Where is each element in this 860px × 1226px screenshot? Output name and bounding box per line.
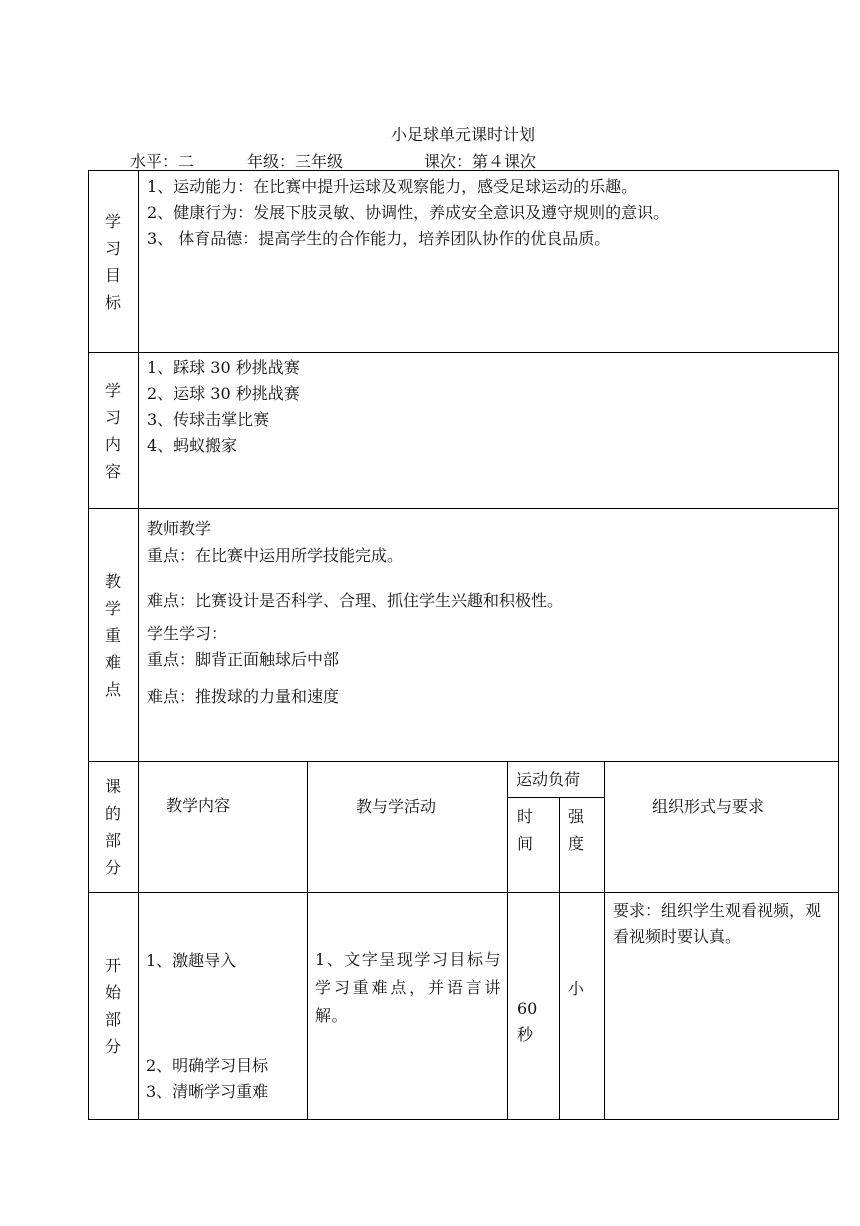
load-header: 运动负荷 (516, 770, 581, 789)
time-header-cell (507, 797, 560, 893)
lesson-label: 课次：第４课次 (424, 152, 537, 171)
start-requirement: 要求：组织学生观看视频，观看视频时要认真。 (613, 901, 822, 946)
time-header: 时 间 (517, 807, 534, 853)
content-list (147, 355, 300, 459)
objectives-list (147, 174, 669, 252)
objective-item: 1、运动能力：在比赛中提升运球及观察能力，感受足球运动的乐趣。 (147, 177, 638, 196)
objective-item: 3、 体育品德：提高学生的合作能力，培养团队协作的优良品质。 (147, 229, 611, 248)
start-item-keypoints: 3、清晰学习重难 (146, 1082, 269, 1101)
content-item: 3、传球击掌比赛 (147, 410, 270, 429)
start-section-label: 开 始 部 分 (88, 892, 139, 1120)
section-header: 课 的 部 分 (88, 761, 139, 893)
student-difficult-point: 难点：推拨球的力量和速度 (147, 687, 340, 706)
start-time-cell (507, 892, 560, 1120)
teaching-content-header: 教学内容 (166, 796, 231, 815)
load-header-cell (507, 761, 605, 798)
teacher-heading: 教师教学 (147, 519, 212, 538)
activities-header-cell (307, 761, 508, 893)
student-key-point: 重点：脚背正面触球后中部 (147, 650, 340, 669)
grade-label: 年级：三年级 (247, 152, 344, 171)
content-item: 4、蚂蚁搬家 (147, 436, 238, 455)
start-content-cell (138, 892, 308, 1120)
start-item-intro: 1、激趣导入 (146, 951, 237, 970)
start-activity-cell (307, 892, 508, 1120)
intensity-header-cell (559, 797, 605, 893)
teaching-content-header-cell (138, 761, 308, 893)
content-label: 学 习 内 容 (88, 352, 139, 509)
objectives-label: 学 习 目 标 (88, 170, 139, 353)
start-intensity-cell (559, 892, 605, 1120)
start-activity: 1、文字呈现学习目标与学习重难点，并语言讲解。 (315, 950, 501, 1025)
content-item: 2、运球 30 秒挑战赛 (147, 384, 300, 403)
objective-item: 2、健康行为：发展下肢灵敏、协调性，养成安全意识及遵守规则的意识。 (147, 203, 670, 222)
content-item: 1、踩球 30 秒挑战赛 (147, 358, 300, 377)
start-intensity: 小 (568, 979, 585, 998)
teacher-key-point: 重点：在比赛中运用所学技能完成。 (147, 546, 404, 565)
activities-header: 教与学活动 (356, 797, 437, 816)
keypoints-label: 教 学 重 难 点 (88, 508, 139, 762)
student-heading: 学生学习： (147, 624, 228, 643)
teacher-difficult-point: 难点：比赛设计是否科学、合理、抓住学生兴趣和积极性。 (147, 591, 564, 610)
start-item-goals: 2、明确学习目标 (146, 1056, 269, 1075)
organization-header: 组织形式与要求 (652, 797, 765, 816)
level-label: 水平：二 (130, 152, 195, 171)
intensity-header: 强 度 (568, 807, 585, 853)
start-time: 60 秒 (517, 999, 538, 1044)
page-title: 小足球单元课时计划 (390, 125, 535, 144)
